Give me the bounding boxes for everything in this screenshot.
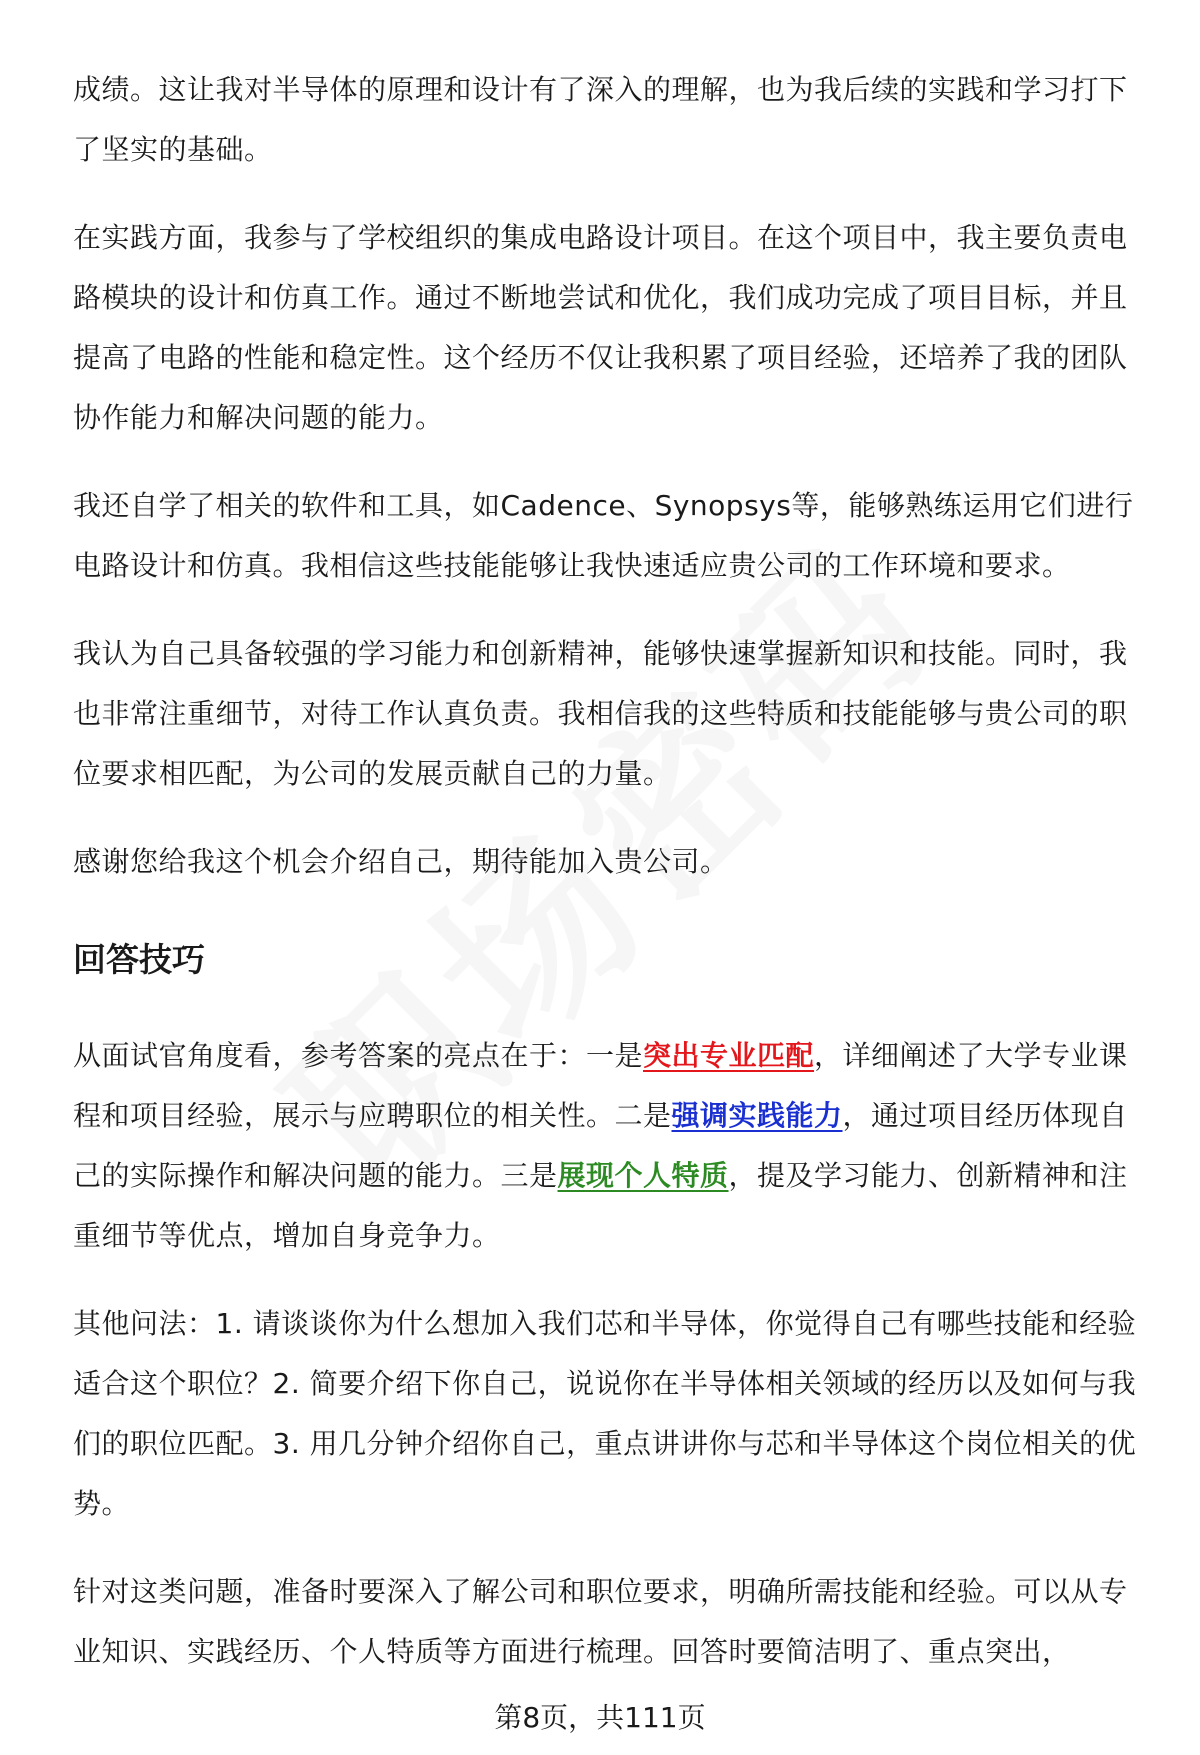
paragraph-4: 我认为自己具备较强的学习能力和创新精神，能够快速掌握新知识和技能。同时，我也非常注重细节，对待工作认真负责。我相信我的这些特质和技能能够与贵公司的职位要求相匹配，为公司的发展贡献自己的力量。 [73, 637, 1128, 790]
highlight-personal-traits: 展现个人特质 [557, 1159, 729, 1192]
paragraph-2: 在实践方面，我参与了学校组织的集成电路设计项目。在这个项目中，我主要负责电路模块的设计和仿真工作。通过不断地尝试和优化，我们成功完成了项目目标，并且提高了电路的性能和稳定性。这个经历不仅让我积累了项目经验，还培养了我的团队协作能力和解决问题的能力。 [73, 221, 1128, 434]
tips-paragraph [73, 1026, 1153, 1266]
document-body [73, 60, 1153, 1710]
page-number-footer: 第8页，共111页 [494, 1701, 706, 1734]
highlight-professional-match: 突出专业匹配 [643, 1039, 815, 1072]
tips-text-3: ，通过项目经历体现自己的实际操作和解决问题的能力。三是 [73, 1099, 1128, 1192]
tips-text-1: 从面试官角度看，参考答案的亮点在于：一是 [73, 1039, 644, 1072]
paragraph-1: 成绩。这让我对半导体的原理和设计有了深入的理解，也为我后续的实践和学习打下了坚实的基础。 [73, 73, 1128, 166]
tips-text-2: ，详细阐述了大学专业课程和项目经验，展示与应聘职位的相关性。二是 [73, 1039, 1128, 1132]
other-questions-paragraph: 其他问法：1. 请谈谈你为什么想加入我们芯和半导体，你觉得自己有哪些技能和经验适合这个职位？2. 简要介绍下你自己，说说你在半导体相关领域的经历以及如何与我们的职位匹配。3. 用几分钟介绍你自己，重点讲讲你与芯和半导体这个岗位相关的优势。 [73, 1307, 1137, 1520]
tips-text-4: ，提及学习能力、创新精神和注重细节等优点，增加自身竞争力。 [73, 1159, 1128, 1252]
section-heading: 回答技巧 [73, 940, 205, 979]
highlight-practical-ability: 强调实践能力 [671, 1099, 843, 1132]
paragraph-5: 感谢您给我这个机会介绍自己，期待能加入贵公司。 [73, 845, 729, 878]
paragraph-3: 我还自学了相关的软件和工具，如Cadence、Synopsys等，能够熟练运用它们进行电路设计和仿真。我相信这些技能能够让我快速适应贵公司的工作环境和要求。 [73, 489, 1134, 582]
advice-paragraph: 针对这类问题，准备时要深入了解公司和职位要求，明确所需技能和经验。可以从专业知识、实践经历、个人特质等方面进行梳理。回答时要简洁明了、重点突出， [73, 1575, 1128, 1668]
